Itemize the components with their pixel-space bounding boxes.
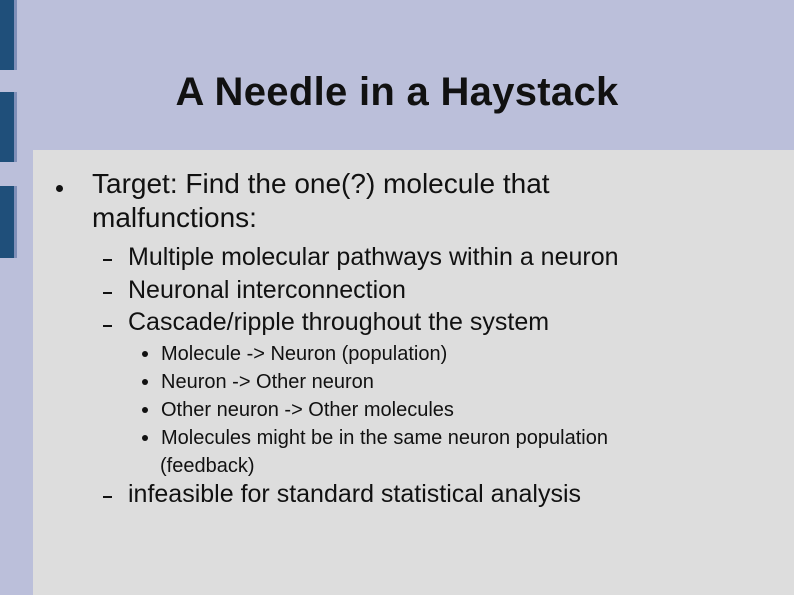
bullet-dot-icon: [142, 407, 148, 413]
subsub-bullet-3: Other neuron -> Other molecules: [161, 399, 454, 421]
sub-bullet-infeasible: infeasible for standard statistical analysis: [128, 480, 582, 508]
subsub-bullet-2: Neuron -> Other neuron: [161, 371, 374, 393]
bullet-dot-icon: [142, 435, 148, 441]
bullet-target-line2: malfunctions:: [92, 202, 257, 233]
subsub-bullet-4-continuation: (feedback): [160, 455, 255, 477]
slide-title: A Needle in a Haystack: [175, 70, 619, 114]
decorative-left-bar-bottom: [0, 186, 17, 258]
bullet-dot-icon: [142, 379, 148, 385]
dash-icon: [103, 325, 112, 327]
decorative-left-bar-top: [0, 0, 17, 70]
subsub-bullet-4: Molecules might be in the same neuron population: [161, 427, 608, 449]
bullet-dot-icon: [142, 351, 148, 357]
sub-bullet-interconnection: Neuronal interconnection: [128, 276, 406, 304]
sub-bullet-cascade: Cascade/ripple throughout the system: [128, 308, 550, 336]
bullet-target-line1: Target: Find the one(?) molecule that: [92, 168, 550, 199]
sub-bullet-pathways: Multiple molecular pathways within a neuron: [128, 243, 619, 271]
subsub-bullet-1: Molecule -> Neuron (population): [161, 343, 448, 365]
dash-icon: [103, 496, 112, 498]
bullet-dot-icon: [56, 185, 63, 192]
slide-content-area: [33, 150, 794, 595]
dash-icon: [103, 259, 112, 261]
dash-icon: [103, 292, 112, 294]
